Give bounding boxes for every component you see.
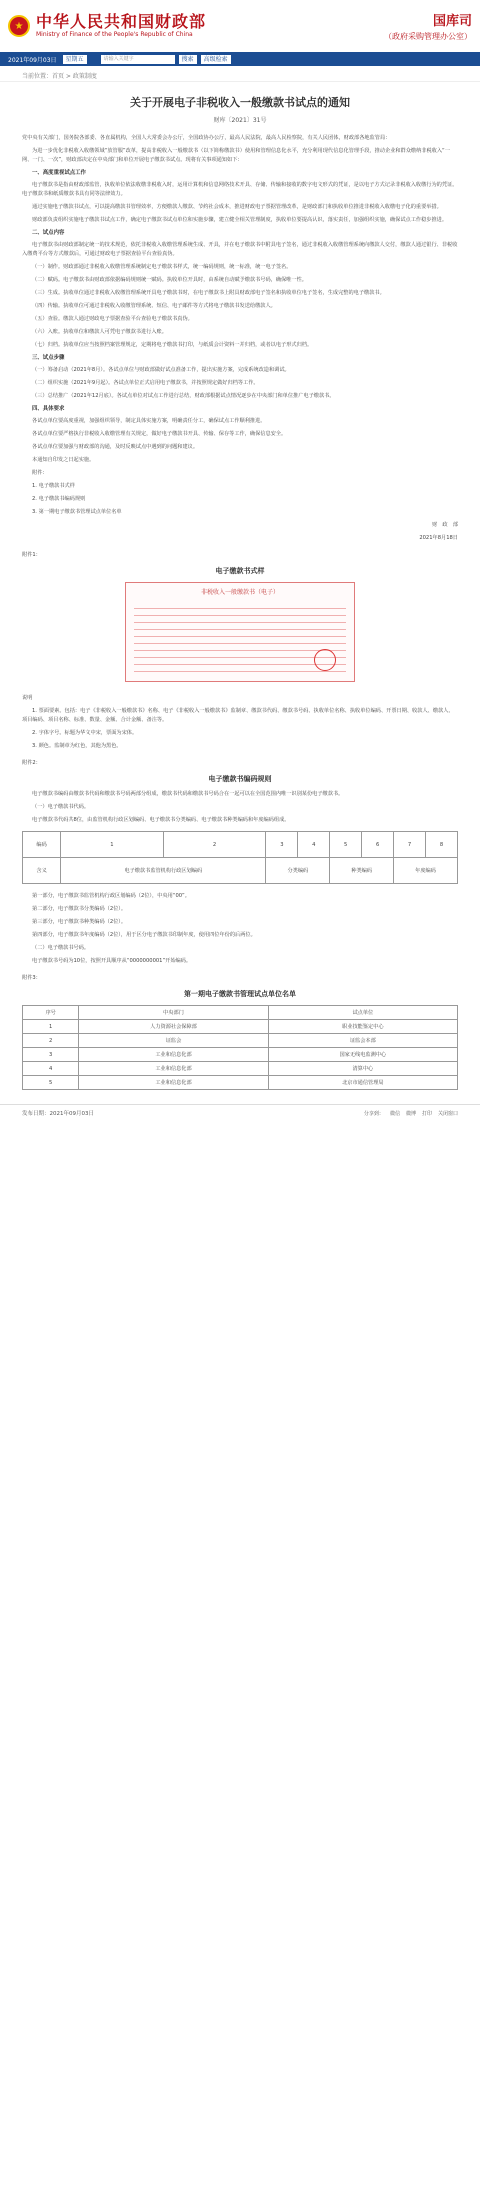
national-emblem-icon: ★	[8, 15, 30, 37]
section-heading: 二、试点内容	[32, 230, 65, 236]
note: 2. 字体字号。标题为华文中宋，票面为宋体。	[32, 730, 138, 736]
table-row	[23, 1020, 458, 1034]
paragraph: （二）赋码。电子缴款书由财政部依据编码规则统一赋码。执收单位开具时，由系统自动赋予缴款书号码，确保唯一性。	[32, 277, 307, 283]
paragraph: 电子缴款书编码由缴款书代码和缴款书号码两部分组成，缴款书代码和缴款书号码合在一起可以在全国范围内唯一识别某份电子缴款书。	[32, 791, 344, 797]
attachment-1-title: 电子缴款书式样	[215, 567, 265, 575]
current-date: 2021年09月03日	[8, 56, 57, 64]
paragraph: （二）组织实施（2021年9月起）。各试点单位正式启用电子缴款书，并按照规定做好归档等工作。	[32, 380, 259, 386]
code-position: 5	[330, 832, 362, 858]
table-row	[23, 1034, 458, 1048]
signature: 财 政 部	[432, 522, 458, 528]
attachment-3-title: 第一期电子缴款书管理试点单位名单	[184, 990, 296, 998]
table-cell: 证监会	[79, 1034, 268, 1048]
search-button[interactable]: 搜索	[179, 55, 197, 64]
code-position: 3	[266, 832, 298, 858]
attachments-label: 附件：	[32, 470, 48, 476]
table-row	[23, 1062, 458, 1076]
code-meaning: 分类编码	[266, 858, 330, 884]
wechat-share-icon[interactable]: 微信	[389, 1110, 400, 1117]
column-header: 试点单位	[268, 1006, 457, 1020]
print-button[interactable]: 打印	[421, 1110, 432, 1117]
code-position: 1	[61, 832, 164, 858]
top-navbar	[0, 52, 480, 66]
breadcrumb[interactable]: 当前位置：首页 > 政策制度	[0, 66, 480, 82]
attachment-2-title: 电子缴款书编码规则	[208, 775, 272, 783]
row-label: 含义	[23, 858, 61, 884]
row-label: 编码	[23, 832, 61, 858]
code-meaning: 年度编码	[394, 858, 458, 884]
office-title-block	[384, 10, 472, 42]
code-position: 4	[298, 832, 330, 858]
code-structure-table	[22, 831, 458, 884]
search-input[interactable]: 请输入关键字	[101, 55, 175, 64]
share-label: 分享到：	[363, 1110, 384, 1117]
paragraph: 各试点单位要高度重视，加强组织领导，制定具体实施方案，明确责任分工，确保试点工作顺利推进。	[32, 418, 266, 424]
table-cell: 工业和信息化部	[79, 1048, 268, 1062]
close-window-button[interactable]: 关闭窗口	[437, 1110, 458, 1117]
payment-form-sample-image	[125, 582, 355, 682]
article	[0, 82, 480, 1090]
table-cell: 1	[23, 1020, 79, 1034]
section-heading: 四、具体要求	[32, 406, 65, 412]
table-cell: 国家无线电监测中心	[268, 1048, 457, 1062]
table-cell: 职业技能鉴定中心	[268, 1020, 457, 1034]
code-position: 8	[426, 832, 458, 858]
table-cell: 人力资源社会保障部	[79, 1020, 268, 1034]
table-cell: 清算中心	[268, 1062, 457, 1076]
table-row	[23, 1048, 458, 1062]
attachment-link[interactable]: 1. 电子缴款书式样	[32, 483, 75, 489]
ministry-name-en: Ministry of Finance of the People's Republic of China	[36, 31, 193, 38]
attachment-1-label: 附件1：	[22, 552, 41, 558]
sample-form-title: 非税收入一般缴款书（电子）	[200, 589, 279, 596]
section-heading: 一、高度重视试点工作	[32, 170, 86, 176]
paragraph: （二）电子缴款书号码。	[32, 945, 90, 951]
attachment-2-label: 附件2：	[22, 760, 41, 766]
signature-date: 2021年8月18日	[419, 535, 458, 541]
office-title: 国库司	[432, 14, 472, 29]
page-footer	[0, 1104, 480, 1121]
table-cell: 3	[23, 1048, 79, 1062]
table-cell: 5	[23, 1076, 79, 1090]
paragraph: 电子缴款书由财政部制定统一的技术规范，依托非税收入收缴管理系统生成、开具，并在电子缴款书中附具电子签名，通过非税收入收缴管理系统向缴款人交付，缴款人通过银行、非税收入缴费平台等方式缴款后，可通过财政电子票据查验平台查验真伪。	[22, 242, 458, 257]
notes-label: 说明	[22, 695, 33, 701]
article-title: 关于开展电子非税收入一般缴款书试点的通知	[130, 96, 350, 109]
paragraph: 各试点单位要严格执行非税收入收缴管理有关规定，做好电子缴款书开具、传输、保存等工作，确保信息安全。	[32, 431, 287, 437]
paragraph: 本通知自印发之日起实施。	[32, 457, 95, 463]
table-cell: 证监会本部	[268, 1034, 457, 1048]
attachment-link[interactable]: 3. 第一期电子缴款书管理试点单位名单	[32, 509, 122, 515]
office-subtitle: （政府采购管理办公室）	[384, 32, 472, 41]
paragraph: 财政部负责组织实施电子缴款书试点工作，确定电子缴款书试点单位和实施步骤，建立健全相关管理制度，执收单位要提高认识，落实责任，加强组织实施，确保试点工作稳步推进。	[32, 217, 448, 223]
code-position: 7	[394, 832, 426, 858]
code-position: 2	[163, 832, 266, 858]
paragraph: 电子缴款书号码为10位，按照开具顺序从“0000000001”开始编码。	[32, 958, 192, 964]
site-header	[0, 0, 480, 52]
table-cell: 工业和信息化部	[79, 1076, 268, 1090]
table-cell: 2	[23, 1034, 79, 1048]
code-meaning: 种类编码	[330, 858, 394, 884]
paragraph: （一）制作。财政部通过非税收入收缴管理系统制定电子缴款书样式，统一编码规则，统一标准，统一电子签名。	[32, 264, 292, 270]
table-cell: 工业和信息化部	[79, 1062, 268, 1076]
paragraph: （三）总结推广（2021年12月底）。各试点单位对试点工作进行总结，财政部根据试点情况逐步在中央部门和单位推广电子缴款书。	[32, 393, 335, 399]
paragraph: 第一部分，电子缴款书监管机构行政区划编码（2位），中央用“00”。	[32, 893, 190, 899]
paragraph: 第四部分，电子缴款书年度编码（2位），用于区分电子缴款书印制年度，使用四位年份的后两位。	[32, 932, 256, 938]
ministry-logo[interactable]	[36, 13, 206, 39]
paragraph: 第三部分，电子缴款书种类编码（2位）。	[32, 919, 127, 925]
table-row	[23, 1076, 458, 1090]
paragraph: 通过实施电子缴款书试点，可以提高缴款书管理效率，方便缴款人缴款、节约社会成本，推进财政电子票据管理改革，是财政部门和执收单位推进非税收入收缴电子化的重要举措。	[32, 204, 442, 210]
weibo-share-icon[interactable]: 微博	[405, 1110, 416, 1117]
paragraph: （一）电子缴款书代码。	[32, 804, 90, 810]
attachment-link[interactable]: 2. 电子缴款书编码规则	[32, 496, 86, 502]
table-cell: 4	[23, 1062, 79, 1076]
addressee: 党中央有关部门，国务院各部委、各直属机构，全国人大常委会办公厅，全国政协办公厅，最高人民法院，最高人民检察院，有关人民团体，财政部各地监管局：	[22, 135, 391, 141]
paragraph: 电子缴款书代码共8位，由监管机构行政区划编码、电子缴款书分类编码、电子缴款书种类编码和年度编码组成。	[32, 817, 290, 823]
paragraph: （三）生成。执收单位通过非税收入收缴管理系统开具电子缴款书时，在电子缴款书上附具财政部电子签名和执收单位电子签名，生成完整的电子缴款书。	[32, 290, 385, 296]
ministry-name-cn: 中华人民共和国财政部	[36, 12, 207, 31]
code-meaning: 电子缴款书监管机构行政区划编码	[61, 858, 266, 884]
paragraph: 第二部分，电子缴款书分类编码（2位）。	[32, 906, 127, 912]
weekday-badge: 星期五	[63, 55, 87, 64]
paragraph: 各试点单位要加强与财政部的沟通，及时反映试点中遇到的问题和建议。	[32, 444, 199, 450]
attachment-3-label: 附件3：	[22, 975, 41, 981]
paragraph: 电子缴款书是指由财政部监管，执收单位依法收缴非税收入时，运用计算机和信息网络技术开具、存储、传输和接收的数字电文形式的凭证，是以电子方式记录非税收入收缴行为的凭证。电子缴款书和纸质缴款书具有同等法律效力。	[22, 182, 458, 197]
paragraph: （七）归档。执收单位应当按照档案管理规定，定期将电子缴款书打印，与纸质会计资料一并归档，或者以电子形式归档。	[32, 342, 313, 348]
advanced-search-button[interactable]: 高级检索	[201, 55, 231, 64]
note: 1. 票面要素。包括：电子《非税收入一般缴款书》名称、电子《非税收入一般缴款书》监制章、缴款书代码、缴款书号码、执收单位名称、执收单位编码、开票日期、收款人、缴款人、项目编码、项目名称、标准、数量、金额、合计金额、备注等。	[22, 708, 454, 723]
document-number: 财库〔2021〕31号	[213, 117, 267, 124]
paragraph: （四）传输。执收单位可通过非税收入收缴管理系统、短信、电子邮件等方式将电子缴款书发送给缴款人。	[32, 303, 276, 309]
note: 3. 颜色。监制章为红色，其他为黑色。	[32, 743, 122, 749]
code-position: 6	[362, 832, 394, 858]
pilot-units-table	[22, 1005, 458, 1090]
section-heading: 三、试点步骤	[32, 355, 65, 361]
table-cell: 北京市通信管理局	[268, 1076, 457, 1090]
intro-paragraph: 为进一步优化非税收入收缴领域“放管服”改革，提高非税收入一般缴款书（以下简称缴款书）使用和管理信息化水平，充分利用现代信息化管理手段，推动企业和群众缴纳非税收入“一网、一门、一次”，财政部决定在中央部门和单位开展电子缴款书试点。现将有关事项通知如下：	[22, 148, 450, 163]
paragraph: （一）筹备启动（2021年8月）。各试点单位与财政部做好试点准备工作，提出实施方案，完成系统改造和调试。	[32, 367, 290, 373]
paragraph: （五）查验。缴款人通过财政电子票据查验平台查验电子缴款书真伪。	[32, 316, 193, 322]
column-header: 中央部门	[79, 1006, 268, 1020]
seal-icon	[314, 649, 336, 671]
publish-date: 发布日期：2021年09月03日	[22, 1111, 94, 1117]
paragraph: （六）入账。执收单位和缴款人可凭电子缴款书进行入账。	[32, 329, 167, 335]
column-header: 序号	[23, 1006, 79, 1020]
